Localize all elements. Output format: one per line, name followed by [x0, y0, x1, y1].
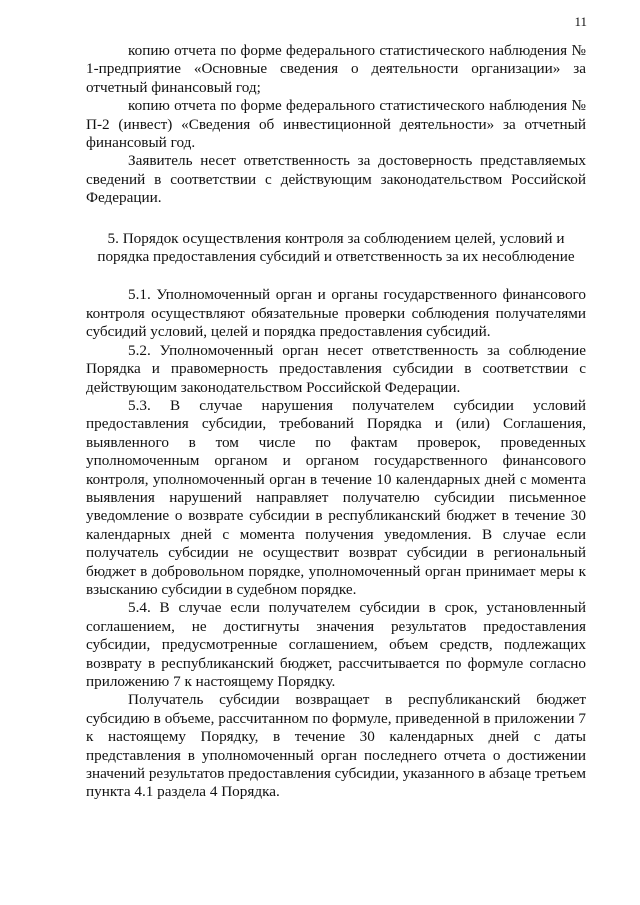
page-number: 11	[574, 14, 587, 29]
paragraph-5-4: 5.4. В случае если получателем субсидии в срок, установленный соглашением, не достигнуты значения результатов предоставления субсидии, предусмотренные соглашением, объем средств, подлежащих возврату в республиканский бюджет, рассчитывается по формуле согласно приложению 7 к настоящему Порядку.	[86, 599, 586, 690]
paragraph-5-1: 5.1. Уполномоченный орган и органы государственного финансового контроля осуществляют обязательные проверки соблюдения получателями субсидий условий, целей и порядка предоставления субсидий.	[86, 286, 586, 341]
paragraph-5-3: 5.3. В случае нарушения получателем субсидии условий предоставления субсидии, требований Порядка и (или) Соглашения, выявленного в том числе по фактам проверок, проведенных уполномоченным органом и органом государственного финансового контроля, уполномоченный орган в течение 10 календарных дней с момента выявления нарушений направляет получателю субсидии письменное уведомление о возврате субсидии в республиканский бюджет в течение 30 календарных дней с момента получения уведомления. В случае если получатель субсидии не осуществит возврат субсидии в региональный бюджет в добровольном порядке, уполномоченный орган принимает меры к взысканию субсидии в судебном порядке.	[86, 396, 586, 598]
paragraph-applicant-responsibility: Заявитель несет ответственность за достоверность представляемых сведений в соответствии с действующим законодательством Российской Федерации.	[86, 152, 586, 207]
paragraph-report-copy-2: копию отчета по форме федерального статистического наблюдения № П-2 (инвест) «Сведения об инвестиционной деятельности» за отчетный финансовый год.	[86, 97, 586, 152]
paragraph-report-copy-1: копию отчета по форме федерального статистического наблюдения № 1-предприятие «Основные сведения о деятельности организации» за отчетный финансовый год;	[86, 42, 586, 96]
section-heading: 5. Порядок осуществления контроля за соблюдением целей, условий и порядка предоставления субсидий и ответственность за их несоблюдение	[97, 229, 575, 266]
document-body	[86, 42, 586, 802]
paragraph-subsidy-return: Получатель субсидии возвращает в республиканский бюджет субсидию в объеме, рассчитанном по формуле, приведенной в приложении 7 к настоящему Порядку, в течение 30 календарных дней с даты представления в уполномоченный орган последнего отчета о достижении значений результатов предоставления субсидии, указанного в абзаце третьем пункта 4.1 раздела 4 Порядка.	[86, 691, 586, 801]
paragraph-5-2: 5.2. Уполномоченный орган несет ответственность за соблюдение Порядка и правомерность предоставления субсидии в соответствии с действующим законодательством Российской Федерации.	[86, 341, 586, 396]
